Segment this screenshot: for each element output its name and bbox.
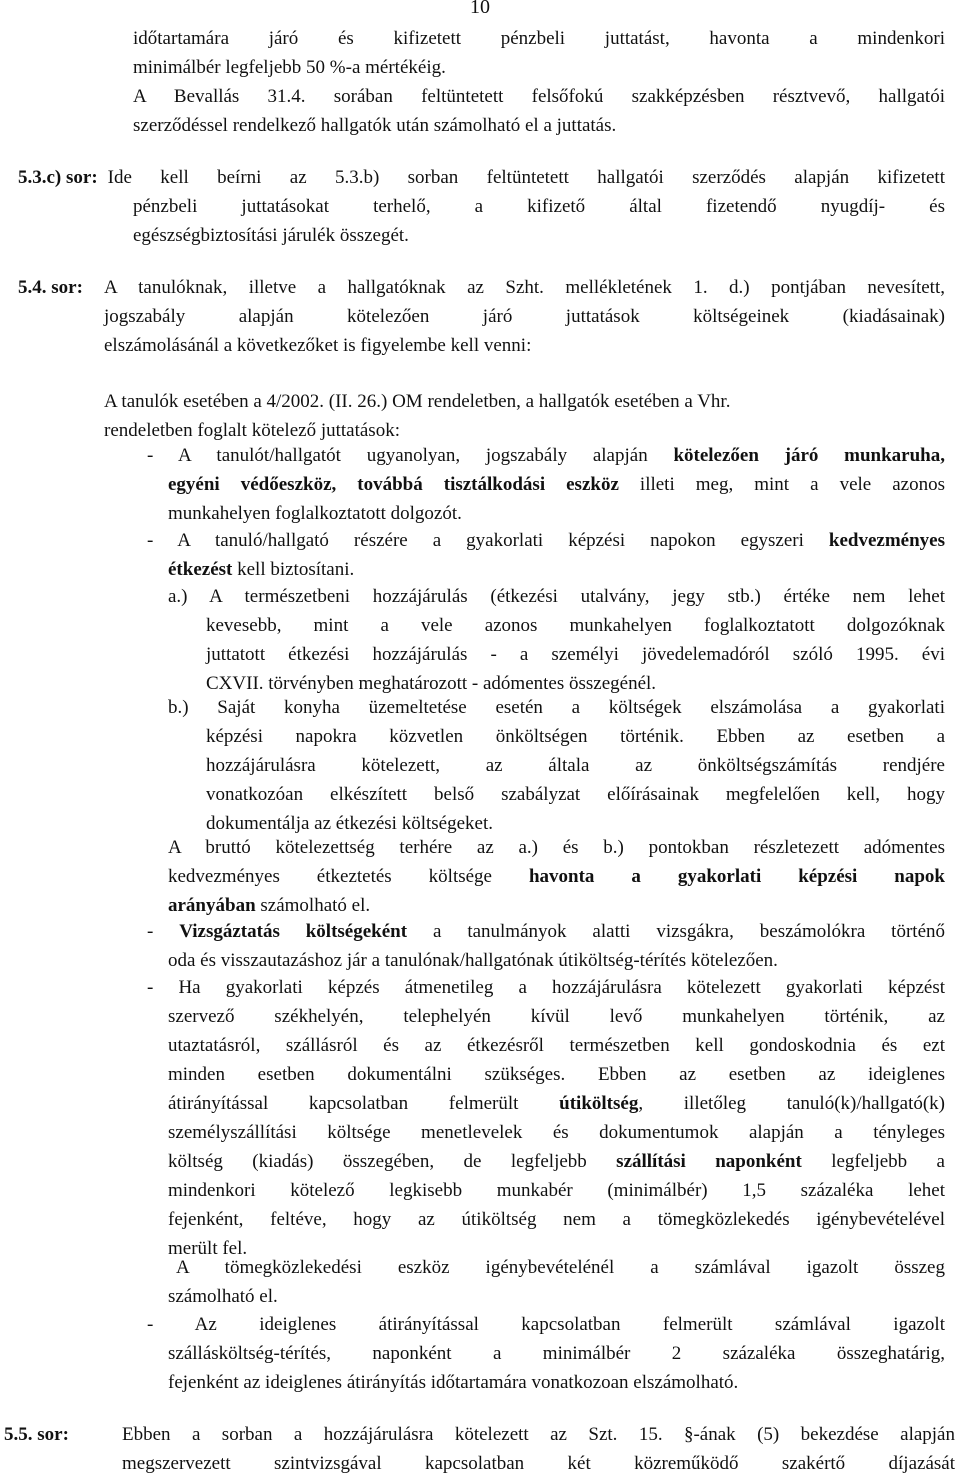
text-line: vonatkozóan elkészített belső szabályzat előírásainak megfelelően kell, hogy — [206, 784, 945, 805]
text-run: legfeljebb a — [801, 1151, 945, 1172]
text-run: a tanulmányok alatti vizsgákra, beszámolókra történő — [407, 921, 945, 942]
text-line: a.) A természetbeni hozzájárulás (étkezési utalvány, jegy stb.) értéke nem lehet — [168, 586, 945, 607]
text-line — [168, 862, 945, 891]
text-line: Ebben a sorban a hozzájárulásra kötelezett az Szt. 15. §-ának (5) bekezdése alapján — [122, 1424, 955, 1445]
text-line — [168, 470, 945, 499]
bullet-munkaruha — [0, 441, 960, 528]
text-line: juttatott étkezési hozzájárulás - a személyi jövedelemadóról szóló 1995. évi — [206, 644, 945, 665]
text-line: oda és visszautazáshoz jár a tanulónak/hallgatónak útiköltség-térítés kötelezően. — [168, 950, 778, 971]
bold-run: egyéni védőeszköz, továbbá tisztálkodási eszköz — [168, 474, 619, 495]
bullet-atmeneti-kepzes — [0, 973, 960, 1263]
text-run: illeti meg, mint a vele azonos — [618, 474, 945, 495]
bold-run: kötelezően járó munkaruha, — [673, 445, 945, 466]
bold-run: útiköltség — [559, 1093, 639, 1114]
text-run: átirányítással kapcsolatban felmerült — [168, 1093, 560, 1114]
sub-item-a — [0, 582, 960, 698]
text-line: kevesebb, mint a vele azonos munkahelyen foglalkoztatott dolgozóknak — [206, 615, 945, 636]
section-5-3-c — [0, 163, 960, 250]
text-line: egészségbiztosítási járulék összegét. — [133, 225, 409, 246]
text-line — [147, 441, 945, 470]
text-line — [147, 917, 945, 946]
text-line: A Bevallás 31.4. sorában feltüntetett felsőfokú szakképzésben résztvevő, hallgatói — [133, 86, 945, 107]
intro-paragraph — [0, 24, 960, 140]
text-run: kedvezményes étkeztetés költsége — [168, 866, 529, 887]
section-label: 5.5. sor: — [4, 1424, 69, 1445]
text-line: pénzbeli juttatásokat terhelő, a kifizető által fizetendő nyugdíj- és — [133, 196, 945, 217]
text-run: kell biztosítani. — [232, 559, 355, 580]
sub-item-b — [0, 693, 960, 838]
bold-run: Vizsgáztatás költségeként — [179, 921, 408, 942]
text-run: , illetőleg tanuló(k)/hallgató(k) — [638, 1093, 946, 1114]
text-line: szervező székhelyén, telephelyén kívül levő munkahelyen történik, az — [168, 1006, 945, 1027]
text-run: - A tanulót/hallgatót ugyanolyan, jogszabály alapján — [147, 445, 674, 466]
text-line: fejenként az ideiglenes átirányítás időtartamára vonatkozoan elszámolható. — [168, 1372, 739, 1393]
text-line — [168, 555, 960, 584]
text-line — [168, 1089, 945, 1118]
bullet-etkezes — [0, 526, 960, 584]
text-line: CXVII. törvényben meghatározott - adómentes összegénél. — [206, 673, 657, 694]
text-line: elszámolásánál a következőket is figyelembe kell venni: — [104, 335, 532, 356]
section-label: 5.3.c) sor: — [18, 167, 98, 188]
text-line: A bruttó kötelezettség terhére az a.) és b.) pontokban részletezett adómentes — [168, 837, 945, 858]
section-label: 5.4. sor: — [18, 277, 83, 298]
text-line: - Az ideiglenes átirányítással kapcsolatban felmerült számlával igazolt — [147, 1314, 945, 1335]
text-line: A tanulók esetében a 4/2002. (II. 26.) OM rendeletben, a hallgatók esetében a Vhr. — [104, 391, 731, 412]
text-run: - — [147, 921, 180, 942]
text-line: Ide kell beírni az 5.3.b) sorban feltüntetett hallgatói szerződés alapján kifizetett — [107, 167, 945, 188]
text-line: fejenként, feltéve, hogy az útiköltség nem a tömegközlekedés igénybevételével — [168, 1209, 945, 1230]
text-run: számolható el. — [255, 895, 371, 916]
text-line: b.) Saját konyha üzemeltetése esetén a költségek elszámolása a gyakorlati — [168, 697, 945, 718]
section-5-4 — [0, 273, 960, 445]
text-line — [168, 891, 960, 920]
text-line: A tanulóknak, illetve a hallgatóknak az Szht. mellékletének 1. d.) pontjában nevesített, — [104, 277, 945, 298]
text-line: személyszállítási költsége menetlevelek és dokumentumok alapján a tényleges — [168, 1122, 945, 1143]
text-line: megszervezett szintvizsgával kapcsolatban két közreműködő szakértő díjazását — [122, 1453, 955, 1474]
bold-run: havonta a gyakorlati képzési napok — [528, 866, 945, 887]
brutto-paragraph — [0, 833, 960, 920]
text-line — [147, 526, 945, 555]
text-line: mindenkori kötelező legkisebb munkabér (minimálbér) 1,5 százaléka lehet — [168, 1180, 945, 1201]
text-run: költség (kiadás) összegében, de legfeljebb — [168, 1151, 617, 1172]
text-line: dokumentálja az étkezési költségeket. — [206, 813, 493, 834]
text-line: rendeletben foglalt kötelező juttatások: — [104, 420, 400, 441]
bold-run: kedvezményes — [828, 530, 945, 551]
bullet-vizsgaztatas — [0, 917, 960, 975]
section-5-5 — [0, 1420, 960, 1478]
text-line: hozzájárulásra kötelezett, az általa az önköltségszámítás rendjére — [206, 755, 945, 776]
text-line: számolható el. — [168, 1286, 278, 1307]
text-line: szerződéssel rendelkező hallgatók után számolható el a juttatás. — [133, 115, 617, 136]
text-line: időtartamára járó és kifizetett pénzbeli juttatást, havonta a mindenkori — [133, 28, 945, 49]
text-line: minimálbér legfeljebb 50 %-a mértékéig. — [133, 57, 446, 78]
bold-run: szállítási naponként — [616, 1151, 802, 1172]
bold-run: arányában — [168, 895, 256, 916]
text-line: A tömegközlekedési eszköz igénybevételénél a számlával igazolt összeg — [176, 1257, 945, 1278]
text-line: minden esetben dokumentálni szükséges. Ebben az esetben az ideiglenes — [168, 1064, 945, 1085]
text-line: munkahelyen foglalkoztatott dolgozót. — [168, 503, 462, 524]
text-line: szállásköltség-térítés, naponként a minimálbér 2 százaléka összeghatárig, — [168, 1343, 945, 1364]
bold-run: étkezést — [168, 559, 233, 580]
text-line: képzési napokra közvetlen önköltségen történik. Ebben az esetben a — [206, 726, 945, 747]
text-line: jogszabály alapján kötelezően járó juttatások költségeinek (kiadásainak) — [104, 306, 945, 327]
text-line: - Ha gyakorlati képzés átmenetileg a hozzájárulásra kötelezett gyakorlati képzést — [147, 977, 945, 998]
text-line: utaztatásról, szállásról és az étkezésről természetben kell gondoskodnia és ezt — [168, 1035, 945, 1056]
text-run: - A tanuló/hallgató részére a gyakorlati képzési napokon egyszeri — [147, 530, 829, 551]
text-line — [168, 1147, 945, 1176]
bullet-szallaskoltseg — [0, 1310, 960, 1397]
page-number: 10 — [470, 0, 490, 18]
text-line: merült fel. — [168, 1238, 248, 1259]
tomegkozlekedes-paragraph — [0, 1253, 960, 1311]
